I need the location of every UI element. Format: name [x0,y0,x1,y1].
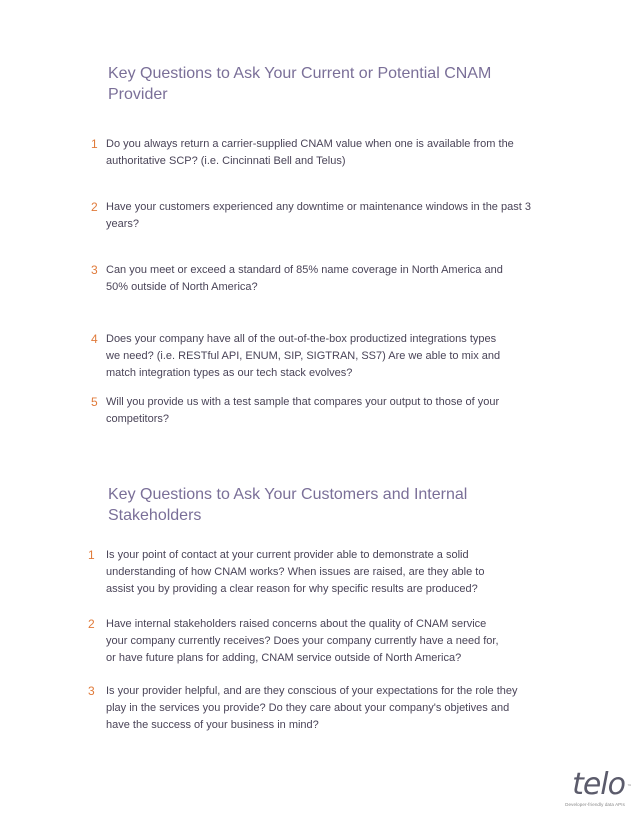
telo-logo [545,767,631,808]
question-text: Can you meet or exceed a standard of 85% name coverage in North America and 50% outside of North America? [106,264,503,293]
question-text: Will you provide us with a test sample that compares your output to those of your competitors? [106,396,500,425]
question-number: 2 [88,617,95,631]
question-number: 5 [91,395,98,409]
section2-heading: Key Questions to Ask Your Customers and Internal Stakeholders [108,486,468,524]
question-text: Have internal stakeholders raised concerns about the quality of CNAM service your company currently receives? Does your company currently have a need for, or have future plans for adding, CNAM service outside of North America? [106,618,499,664]
question-number: 2 [91,200,98,214]
question-text: Is your point of contact at your current provider able to demonstrate a solid understanding of how CNAM works? When issues are raised, are they able to assist you by providing a clear reason for why specific results are produced? [106,549,485,595]
logo-trademark: ™ [627,784,631,790]
question-number: 1 [88,548,95,562]
logo-wordmark-text: telo [572,767,625,802]
question-number: 4 [91,332,98,346]
question-number: 3 [91,263,98,277]
question-number: 3 [88,684,95,698]
question-text: Do you always return a carrier-supplied CNAM value when one is available from the authoritative SCP? (i.e. Cincinnati Bell and Telus) [106,138,514,167]
section1-heading: Key Questions to Ask Your Current or Potential CNAM Provider [108,65,492,103]
question-text: Have your customers experienced any downtime or maintenance windows in the past 3 years? [106,201,531,230]
logo-wordmark [572,767,631,802]
question-text: Does your company have all of the out-of-the-box productized integrations types we need? (i.e. RESTful API, ENUM, SIP, SIGTRAN, SS7) Are we able to mix and match integration types as our tech stack evolves? [106,333,501,379]
question-number: 1 [91,137,98,151]
question-text: Is your provider helpful, and are they conscious of your expectations for the role they play in the services you provide? Do they care about your company's objetives and have the success of your business in mind? [106,685,518,731]
logo-tagline: Developer-friendly data APIs [565,802,625,807]
